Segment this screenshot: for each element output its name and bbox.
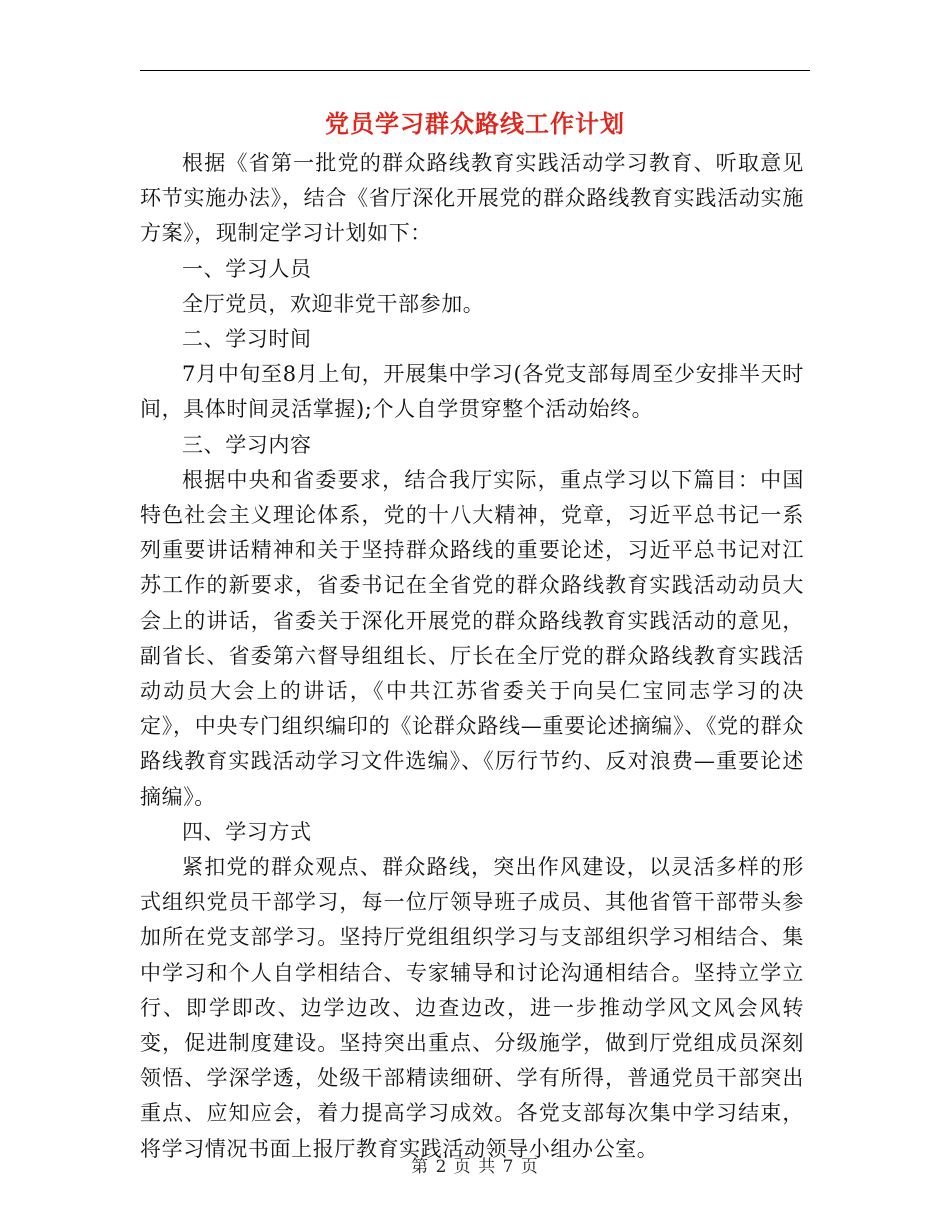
page-number: 第 2 页 共 7 页 [411, 1157, 539, 1177]
paragraph-method: 紧扣党的群众观点、群众路线，突出作风建设，以灵活多样的形式组织党员干部学习，每一位厅领导班子成员、其他省管干部带头参加所在党支部学习。坚持厅党组组织学习与支部组织学习相结合、集中学习和个人自学相结合、专家辅导和讨论沟通相结合。坚持立学立行、即学即改、边学边改、边查边改，进一步推动学风文风会风转变，促进制度建设。坚持突出重点、分级施学，做到厅党组成员深刻领悟、学深学透，处级干部精读细研、学有所得，普通党员干部突出重点、应知应会，着力提高学习成效。各党支部每次集中学习结束，将学习情况书面上报厅教育实践活动领导小组办公室。 [140, 855, 804, 1161]
section-heading-3: 三、学习内容 [182, 432, 312, 457]
paragraph-intro: 根据《省第一批党的群众路线教育实践活动学习教育、听取意见环节实施办法》，结合《省厅深化开展党的群众路线教育实践活动实施方案》，现制定学习计划如下： [140, 151, 804, 246]
document-title: 党员学习群众路线工作计划 [325, 110, 625, 138]
section-heading-1: 一、学习人员 [182, 256, 312, 281]
section-heading-4: 四、学习方式 [182, 819, 312, 844]
paragraph-participants: 全厅党员，欢迎非党干部参加。 [182, 291, 485, 316]
document-body [140, 146, 804, 1167]
paragraph-schedule: 7月中旬至8月上旬，开展集中学习(各党支部每周至少安排半天时间，具体时间灵活掌握);个人自学贯穿整个活动始终。 [140, 362, 804, 422]
section-heading-2: 二、学习时间 [182, 327, 312, 352]
header-rule [140, 70, 810, 71]
page-footer [0, 1152, 950, 1177]
paragraph-content: 根据中央和省委要求，结合我厅实际，重点学习以下篇目：中国特色社会主义理论体系，党的十八大精神，党章，习近平总书记一系列重要讲话精神和关于坚持群众路线的重要论述，习近平总书记对江苏工作的新要求，省委书记在全省党的群众路线教育实践活动动员大会上的讲话，省委关于深化开展党的群众路线教育实践活动的意见，副省长、省委第六督导组组长、厅长在全厅党的群众路线教育实践活动动员大会上的讲话，《中共江苏省委关于向吴仁宝同志学习的决定》，中央专门组织编印的《论群众路线—重要论述摘编》、《党的群众路线教育实践活动学习文件选编》、《厉行节约、反对浪费—重要论述摘编》。 [140, 467, 804, 809]
